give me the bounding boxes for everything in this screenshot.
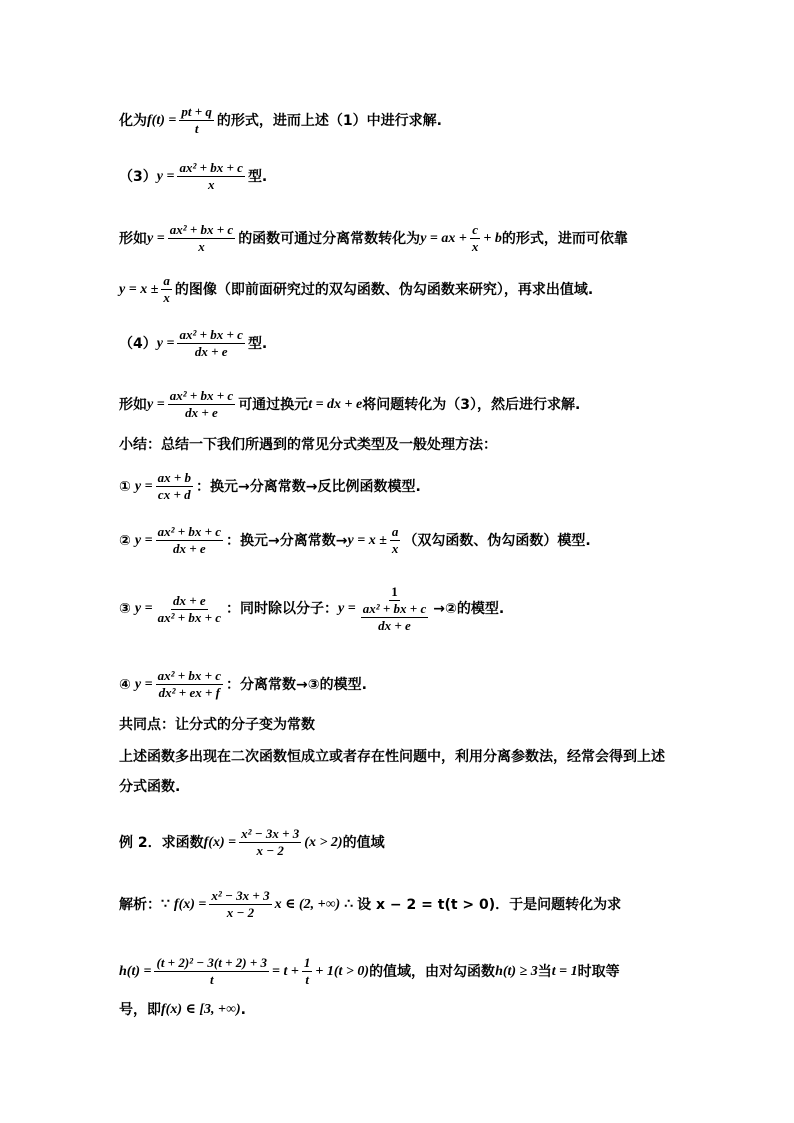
text: 型. bbox=[247, 335, 268, 352]
text: 号，即 bbox=[119, 1002, 161, 1018]
common-point bbox=[119, 715, 315, 735]
denominator bbox=[359, 601, 430, 634]
numerator: 1 bbox=[391, 584, 398, 599]
numerator: c bbox=[472, 222, 478, 237]
math-lhs: y = bbox=[147, 396, 165, 412]
math-expr: y = x ± bbox=[347, 532, 387, 548]
numerator: ax + b bbox=[157, 470, 191, 485]
denominator: x − 2 bbox=[226, 905, 255, 920]
text: 设 x − 2 = t(t > 0)．于是问题转化为求 bbox=[357, 896, 622, 913]
math-expr: + 1(t > 0) bbox=[315, 963, 370, 979]
text: 上述函数多出现在二次函数恒成立或者存在性问题中，利用分离参数法，经常会得到上述 bbox=[119, 749, 665, 765]
fraction bbox=[161, 273, 172, 306]
fraction bbox=[168, 222, 235, 255]
denominator: dx + e bbox=[185, 405, 218, 420]
text: 共同点：让分式的分子变为常数 bbox=[119, 717, 315, 733]
fraction bbox=[168, 388, 235, 421]
fraction bbox=[302, 955, 313, 988]
fraction bbox=[470, 222, 481, 255]
inner-denominator: dx + e bbox=[378, 618, 411, 633]
summary-item-2 bbox=[119, 524, 591, 557]
denominator: dx² + ex + f bbox=[158, 685, 220, 700]
numerator: x² − 3x + 3 bbox=[211, 888, 270, 903]
solution-line-3 bbox=[119, 1000, 246, 1020]
denominator: x − 2 bbox=[256, 843, 284, 858]
summary-heading bbox=[119, 435, 497, 455]
mark: ④ bbox=[119, 676, 131, 693]
fraction bbox=[156, 593, 223, 626]
math-lhs: y = x ± bbox=[119, 281, 159, 297]
fraction bbox=[177, 160, 244, 193]
math-lhs: y = bbox=[134, 532, 153, 548]
math-lhs: y = bbox=[147, 230, 165, 246]
math-lhs: y = bbox=[156, 168, 175, 184]
line-1 bbox=[119, 104, 442, 137]
text: →②的模型. bbox=[433, 601, 505, 617]
line-5 bbox=[119, 327, 267, 360]
fraction bbox=[179, 104, 214, 137]
summary-item-3 bbox=[119, 584, 504, 634]
denominator: x bbox=[391, 541, 399, 556]
math-lhs: f(t) = bbox=[147, 112, 177, 128]
text: 当 bbox=[537, 963, 552, 980]
math-lhs: f(x) = bbox=[173, 896, 207, 912]
numerator: ax² + bx + c bbox=[157, 668, 222, 683]
paragraph-line-2 bbox=[119, 777, 180, 797]
denominator: x bbox=[198, 239, 205, 254]
numerator: ax² + bx + c bbox=[157, 524, 222, 539]
text: 化为 bbox=[119, 112, 147, 129]
math-expr: t = dx + e bbox=[308, 396, 363, 412]
denominator: x bbox=[471, 239, 479, 254]
fraction bbox=[156, 668, 223, 701]
label: （3） bbox=[119, 168, 157, 185]
numerator: ax² + bx + c bbox=[179, 160, 243, 175]
denominator: ax² + bx + c bbox=[157, 609, 222, 625]
denominator: x bbox=[207, 177, 215, 192]
math-lhs: y = bbox=[156, 335, 175, 351]
numerator: a bbox=[163, 273, 170, 288]
mark: ② bbox=[119, 532, 131, 549]
math-value: t = 1 bbox=[551, 963, 578, 979]
therefore-symbol: ∴ bbox=[344, 896, 354, 912]
summary-item-1 bbox=[119, 470, 421, 503]
math-result: f(x) ∈ [3, +∞) bbox=[161, 1002, 241, 1017]
text: 可通过换元 bbox=[238, 396, 309, 413]
denominator: t bbox=[209, 972, 214, 987]
mark: ③ bbox=[119, 601, 131, 617]
math-domain: x ∈ (2, +∞) bbox=[274, 896, 341, 912]
text: 的函数可通过分离常数转化为 bbox=[238, 230, 421, 247]
math-expr: y = bbox=[338, 601, 356, 616]
text: 的值域，由对勾函数 bbox=[369, 963, 496, 980]
text: 的形式，进而可依靠 bbox=[501, 230, 628, 247]
text: ：换元→分离常数→ bbox=[226, 532, 348, 549]
math-lhs: y = bbox=[134, 601, 153, 616]
denominator: t bbox=[305, 972, 309, 987]
fraction bbox=[156, 470, 193, 503]
text: 将问题转化为（3），然后进行求解. bbox=[362, 396, 581, 413]
text: 型. bbox=[247, 168, 268, 185]
summary-item-4 bbox=[119, 668, 367, 701]
compound-fraction bbox=[359, 584, 430, 634]
math-condition: (x > 2) bbox=[304, 834, 343, 850]
text: . bbox=[240, 1002, 246, 1018]
inner-numerator: ax² + bx + c bbox=[362, 601, 427, 616]
fraction bbox=[209, 888, 271, 921]
line-6 bbox=[119, 388, 580, 421]
text: 的形式，进而上述（1）中进行求解. bbox=[216, 112, 442, 129]
line-2 bbox=[119, 160, 267, 193]
fraction bbox=[154, 955, 269, 988]
denominator: x bbox=[163, 290, 170, 305]
denominator: cx + d bbox=[157, 487, 191, 502]
numerator: 1 bbox=[303, 955, 311, 970]
solution-line-1 bbox=[119, 888, 621, 921]
text: ：换元→分离常数→反比例函数模型. bbox=[195, 478, 421, 495]
math-expr: = t + bbox=[272, 963, 299, 979]
numerator: dx + e bbox=[172, 592, 206, 608]
solution-line-2 bbox=[119, 955, 620, 988]
mark: ① bbox=[119, 478, 131, 495]
text: 形如 bbox=[119, 230, 147, 247]
math-lhs: y = bbox=[134, 478, 153, 494]
label: （4） bbox=[119, 335, 157, 352]
fraction bbox=[177, 327, 244, 360]
numerator: (t + 2)² − 3(t + 2) + 3 bbox=[156, 955, 268, 970]
text: 的图像（即前面研究过的双勾函数、伪勾函数来研究），再求出值域. bbox=[174, 281, 594, 298]
math-lhs: y = bbox=[134, 676, 153, 692]
denominator: t bbox=[194, 121, 199, 136]
because-symbol: ∵ bbox=[161, 896, 170, 912]
math-condition: h(t) ≥ 3 bbox=[495, 963, 538, 979]
math-expr: + b bbox=[483, 230, 502, 246]
denominator: dx + e bbox=[172, 541, 206, 556]
line-4 bbox=[119, 273, 593, 306]
paragraph-line-1 bbox=[119, 747, 665, 767]
text: 时取等 bbox=[577, 963, 620, 980]
text: 分式函数. bbox=[119, 779, 181, 795]
text: 解析： bbox=[119, 896, 161, 913]
fraction bbox=[390, 524, 401, 557]
text: ：同时除以分子： bbox=[226, 601, 339, 617]
math-lhs: h(t) = bbox=[119, 963, 152, 979]
text: 的值域 bbox=[342, 834, 385, 851]
numerator: ax² + bx + c bbox=[169, 222, 234, 237]
numerator: ax² + bx + c bbox=[179, 327, 243, 342]
text: 形如 bbox=[119, 396, 147, 413]
inner-fraction bbox=[361, 601, 428, 634]
numerator: a bbox=[391, 524, 399, 539]
numerator: ax² + bx + c bbox=[169, 388, 234, 403]
text: ：分离常数→③的模型. bbox=[226, 676, 367, 693]
text: 例 2．求函数 bbox=[119, 834, 204, 851]
text: 小结：总结一下我们所遇到的常见分式类型及一般处理方法： bbox=[119, 437, 497, 453]
line-3 bbox=[119, 222, 628, 255]
math-expr: y = ax + bbox=[420, 230, 467, 246]
fraction bbox=[239, 826, 301, 859]
numerator: pt + q bbox=[181, 104, 212, 119]
text: （双勾函数、伪勾函数）模型. bbox=[403, 532, 591, 549]
math-lhs: f(x) = bbox=[203, 834, 237, 850]
example-2 bbox=[119, 826, 385, 859]
numerator: x² − 3x + 3 bbox=[241, 826, 300, 841]
fraction bbox=[156, 524, 223, 557]
denominator: dx + e bbox=[194, 344, 228, 359]
